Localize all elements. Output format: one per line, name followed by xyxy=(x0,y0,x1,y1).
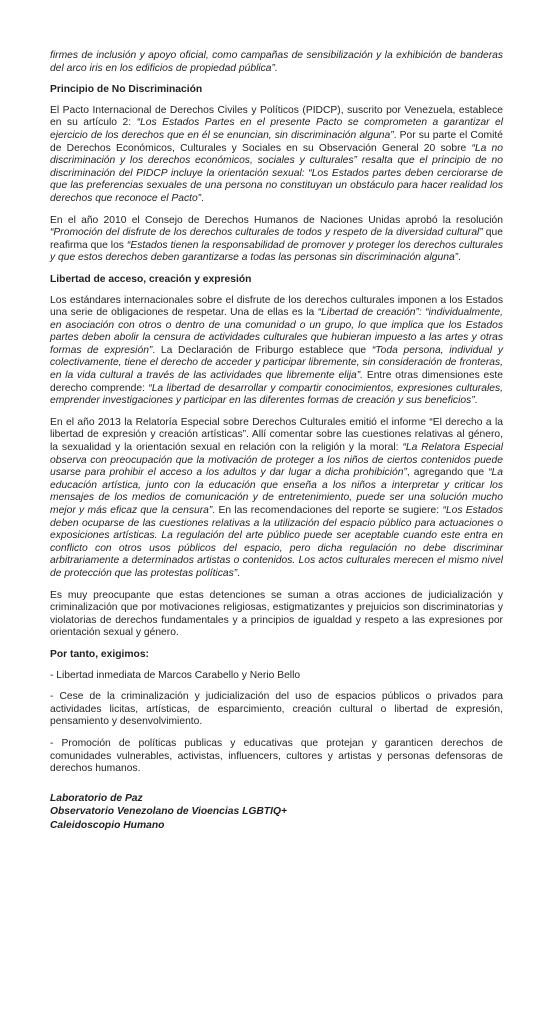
section-heading-freedom-of-expression: Libertad de acceso, creación y expresión xyxy=(50,273,252,285)
text-run: En el año 2010 el Consejo de Derechos Humanos de Naciones Unidas aprobó la resolución xyxy=(50,214,503,226)
quote-text: “La libertad de desarrollar y compartir conocimientos, expresiones culturales, emprender investigaciones y participar en las diferentes formas de creación y sus beneficios” xyxy=(50,382,503,407)
section-heading-no-discrimination: Principio de No Discriminación xyxy=(50,84,203,96)
text-run: que reafirma que los xyxy=(50,227,503,251)
quote-text: “Libertad de creación”: “individualmente, en asociación con otros o dentro de una comunidad o un grupo, lo que implica que los Estados partes deben abolir la censura de actividades culturales que hubieran impuesto a las artes y otras formas de expresión” xyxy=(50,307,503,356)
text-run: . La Declaración de Friburgo establece que xyxy=(152,344,372,356)
paragraph-2013-report xyxy=(50,417,503,581)
quote-text: firmes de inclusión y apoyo oficial, como campañas de sensibilización y la exhibición de banderas del arco iris en los edificios de propiedad pública”. xyxy=(50,50,503,74)
quote-text: “La no discriminación y los derechos económicos, sociales y culturales” resalta que el principio de no discriminación del PIDCP incluye la orientación sexual: “Los Estados partes deben cerciorarse de que las preferencias sexuales de una persona no constituyan un obstáculo para hacer realidad los derechos que reconoce el Pacto” xyxy=(50,142,504,204)
quote-text: “Los Estados deben ocuparse de las cuestiones relativas a la utilización del espacio público para actuaciones o exposiciones artísticas. La regulación del arte público puede ser aceptable cuando este entra en conflicto con otros usos públicos del espacio, pero dicha regulación no debe discriminar arbitrariamente a determinados artistas o contenidos. Los actos culturales merecen el mismo nivel de protección que las protestas políticas” xyxy=(50,505,503,579)
text-run: . xyxy=(474,395,478,407)
paragraph-pidcp xyxy=(50,105,503,206)
document-page xyxy=(50,50,503,832)
text-run: . xyxy=(201,192,204,204)
signature-line: Laboratorio de Paz xyxy=(50,792,143,804)
text-run: . xyxy=(237,567,241,579)
text-run: - Libertad inmediata de Marcos Carabello y Nerio Bello xyxy=(50,669,301,681)
text-run: Los estándares internacionales sobre el disfrute de los derechos culturales imponen a los Estados una serie de obligaciones de respetar. Una de ellas es la xyxy=(50,294,503,319)
text-run: En el año 2013 la Relatoría Especial sobre Derechos Culturales emitió el informe “El derecho a la libertad de expresión y creación artísticas”. Allí comentar sobre las cuestiones relativas al género, la sexualidad y la orientación sexual en relación con la religión y la moral: xyxy=(50,416,503,454)
text-run: El Pacto Internacional de Derechos Civiles y Políticos (PIDCP), suscrito por Venezuela, establece en su artículo 2: xyxy=(50,104,503,129)
quote-text: “Estados tienen la responsabilidad de promover y proteger los derechos culturales y que estos derechos deben garantizarse a todas las personas sin discriminación alguna” xyxy=(50,239,503,264)
quote-text: “La Relatora Especial observa con preocupación que la motivación de proteger a los niños de ciertos contenidos puede usarse para prohibir el acceso a los adultos y dar lugar a dicha prohibición” xyxy=(50,442,503,479)
text-run: . Por su parte el Comité de Derechos Económicos, Culturales y Sociales en su Observación General 20 sobre xyxy=(50,129,504,154)
text-run: Es muy preocupante que estas detenciones se suman a otras acciones de judicialización y criminalización que por motivaciones religiosas, estigmatizantes y prejuicios son discriminatorias y violatorias de derechos fundamentales y a principios de igualdad y respeto a las expresiones por orientación sexual y género. xyxy=(50,589,503,639)
quote-text: “Promoción del disfrute de los derechos culturales de todos y respeto de la diversidad cultural” xyxy=(50,227,483,239)
section-heading-demands: Por tanto, exigimos: xyxy=(50,648,149,660)
quote-text: “Toda persona, individual y colectivamente, tiene el derecho de acceder y participar libremente, sin consideración de fronteras, en la vida cultural a través de las actividades que libremente elija”. xyxy=(50,344,503,382)
signature-block xyxy=(50,792,503,833)
text-run: Entre otras dimensiones este derecho comprende: xyxy=(50,370,503,394)
text-run: . xyxy=(458,252,461,264)
quote-text: “La educación artística, junto con la educación que enseña a los niños a interpretar y criticar los mensajes de los medios de comunicación y de entretenimiento, puede ser una solución mucho mejor y más eficaz que la censura” xyxy=(50,467,503,516)
signature-line: Observatorio Venezolano de Vioencias LGBTIQ+ xyxy=(50,806,287,818)
paragraph-concern xyxy=(50,590,503,640)
demand-item-release xyxy=(50,670,503,683)
paragraph-international-standards xyxy=(50,295,503,408)
signature-line: Caleidoscopio Humano xyxy=(50,819,165,831)
demand-item-promotion-policies xyxy=(50,738,503,776)
text-run: , agregando que xyxy=(406,467,489,479)
demand-item-cease-criminalization xyxy=(50,691,503,729)
paragraph-2010-resolution xyxy=(50,215,503,265)
text-run: - Cese de la criminalización y judicialización del uso de espacios públicos o privados para actividades licitas, artísticas, de esparcimiento, creación cultural o libertad de expresión, pensamiento y desenvolvimiento. xyxy=(50,691,503,728)
text-run: - Promoción de políticas publicas y educativas que protejan y garanticen derechos de comunidades vulnerables, activistas, influencers, cultores y artistas y personas defensoras de derechos humanos. xyxy=(50,737,503,775)
paragraph-continuation xyxy=(50,50,503,75)
quote-text: “Los Estados Partes en el presente Pacto se comprometen a garantizar el ejercicio de los derechos que en él se enuncian, sin discriminación alguna” xyxy=(50,117,503,141)
text-run: . En las recomendaciones del reporte se sugiere: xyxy=(212,505,443,516)
